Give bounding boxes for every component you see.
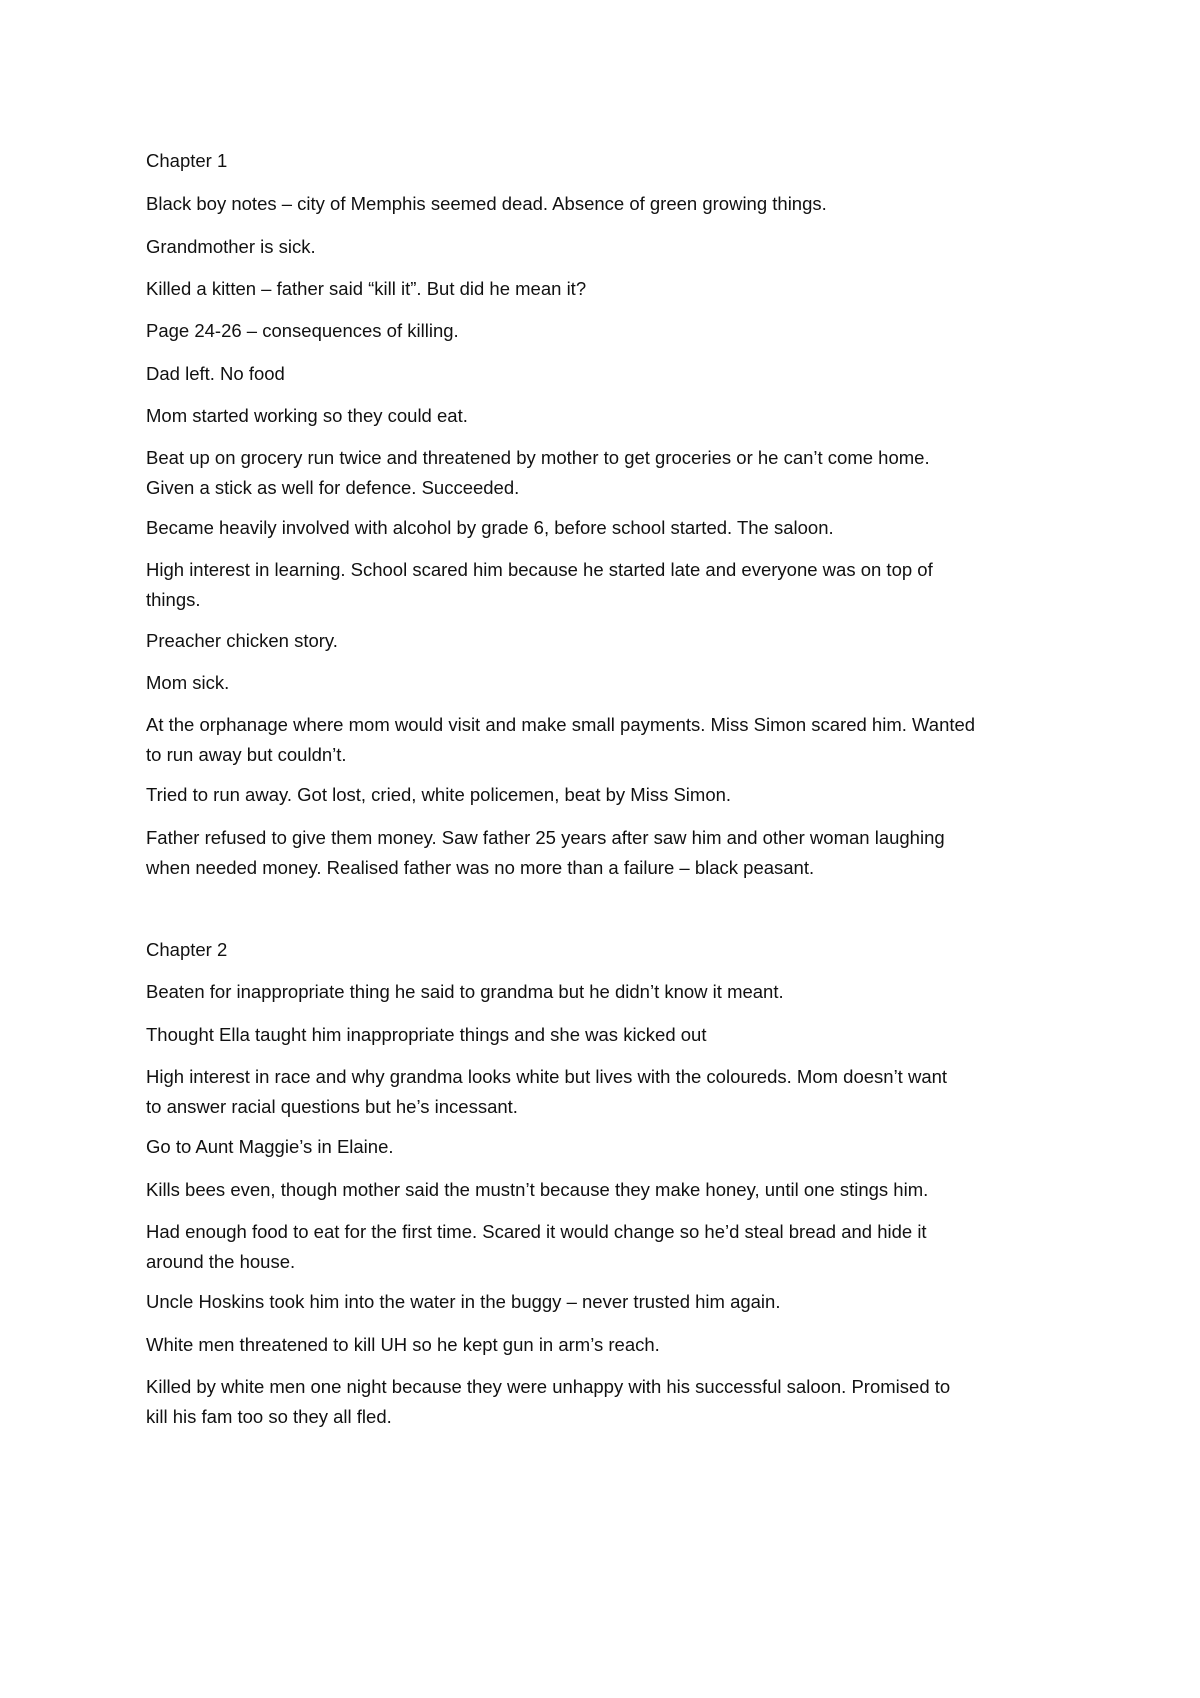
paragraph-line: Father refused to give them money. Saw father 25 years after saw him and other woman laughing (146, 827, 945, 848)
chapter-1-paragraph: Tried to run away. Got lost, cried, white policemen, beat by Miss Simon. (146, 784, 732, 805)
chapter-1-paragraph: Killed a kitten – father said “kill it”. But did he mean it? (146, 278, 587, 299)
chapter-1-paragraph: Black boy notes – city of Memphis seemed dead. Absence of green growing things. (146, 193, 827, 214)
chapter-2-paragraph (146, 1062, 1086, 1122)
paragraph-line: to answer racial questions but he’s incessant. (146, 1096, 518, 1117)
paragraph-line: Beat up on grocery run twice and threatened by mother to get groceries or he can’t come home. (146, 447, 930, 468)
chapter-1-paragraph: Grandmother is sick. (146, 236, 316, 257)
chapter-2-paragraph: Go to Aunt Maggie’s in Elaine. (146, 1136, 394, 1157)
chapter-2-paragraph: Kills bees even, though mother said the mustn’t because they make honey, until one stings him. (146, 1179, 929, 1200)
chapter-1-paragraph (146, 823, 1086, 883)
chapter-2-paragraph: Uncle Hoskins took him into the water in the buggy – never trusted him again. (146, 1291, 781, 1312)
chapter-1-paragraph (146, 443, 1086, 503)
chapter-2-heading: Chapter 2 (146, 939, 228, 960)
paragraph-line: High interest in race and why grandma looks white but lives with the coloureds. Mom doesn’t want (146, 1066, 948, 1087)
chapter-1-paragraph (146, 710, 1086, 770)
chapter-2-paragraph: Beaten for inappropriate thing he said to grandma but he didn’t know it meant. (146, 981, 784, 1002)
paragraph-line: to run away but couldn’t. (146, 744, 347, 765)
chapter-2-paragraph (146, 1372, 1086, 1432)
chapter-1-paragraph: Preacher chicken story. (146, 630, 338, 651)
chapter-1-heading: Chapter 1 (146, 150, 228, 171)
chapter-2-paragraph (146, 1217, 1086, 1277)
paragraph-line: when needed money. Realised father was no more than a failure – black peasant. (146, 857, 815, 878)
chapter-1-paragraph: Dad left. No food (146, 363, 285, 384)
chapter-1-paragraph: Page 24-26 – consequences of killing. (146, 320, 459, 341)
chapter-2-paragraph: Thought Ella taught him inappropriate things and she was kicked out (146, 1024, 707, 1045)
paragraph-line: around the house. (146, 1251, 296, 1272)
chapter-2-paragraph: White men threatened to kill UH so he kept gun in arm’s reach. (146, 1334, 660, 1355)
chapter-1-paragraph (146, 555, 1086, 615)
paragraph-line: things. (146, 589, 201, 610)
paragraph-line: High interest in learning. School scared him because he started late and everyone was on top of (146, 559, 933, 580)
chapter-1-paragraph: Mom started working so they could eat. (146, 405, 468, 426)
paragraph-line: Given a stick as well for defence. Succeeded. (146, 477, 520, 498)
chapter-1-paragraph: Mom sick. (146, 672, 230, 693)
paragraph-line: Had enough food to eat for the first time. Scared it would change so he’d steal bread and hide it (146, 1221, 927, 1242)
paragraph-line: kill his fam too so they all fled. (146, 1406, 392, 1427)
paragraph-line: Killed by white men one night because they were unhappy with his successful saloon. Promised to (146, 1376, 951, 1397)
chapter-1-paragraph: Became heavily involved with alcohol by grade 6, before school started. The saloon. (146, 517, 834, 538)
paragraph-line: At the orphanage where mom would visit and make small payments. Miss Simon scared him. Wanted (146, 714, 976, 735)
